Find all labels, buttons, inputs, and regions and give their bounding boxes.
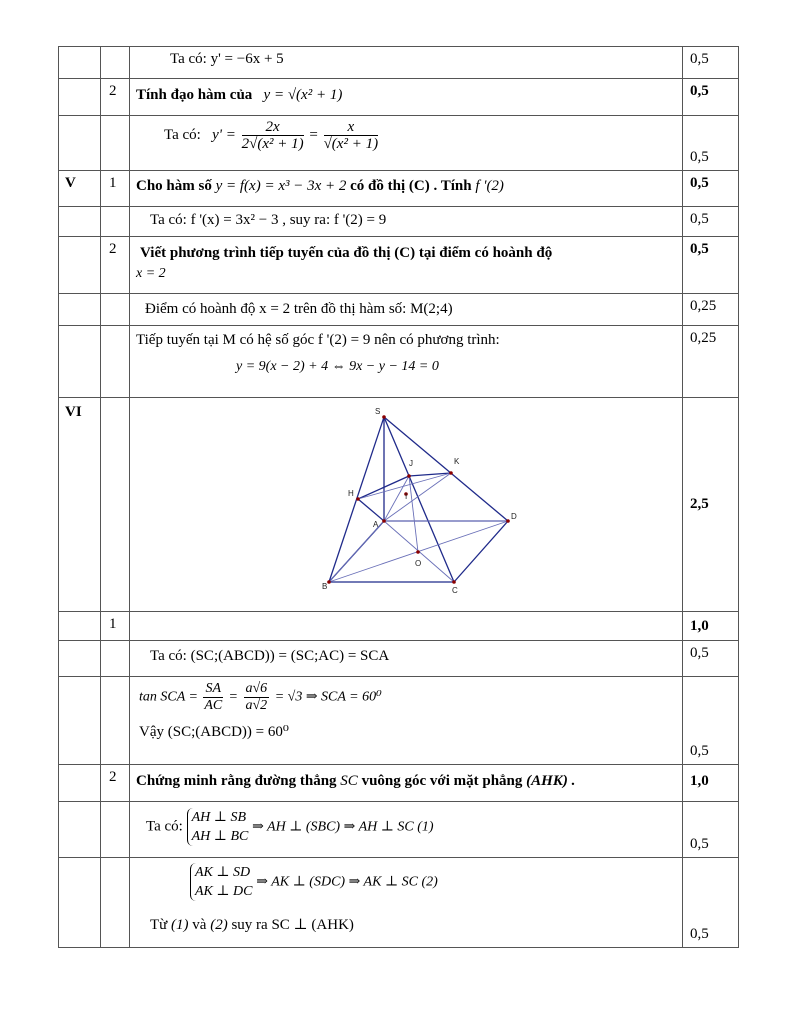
table-row [59, 612, 739, 641]
point-H [356, 497, 360, 501]
content-cell [130, 765, 683, 802]
numerator: SA [205, 681, 222, 696]
point-statement: Điểm có hoành độ x = 2 trên đồ thị hàm số: M(2;4) [145, 301, 453, 317]
table-row [59, 294, 739, 326]
system-line: AH ⊥ BC [191, 829, 249, 844]
content-cell [130, 237, 683, 294]
score-cell [683, 612, 739, 641]
fraction [324, 119, 379, 152]
question-cell [101, 237, 130, 294]
point-B [327, 580, 331, 584]
point-O [416, 550, 420, 554]
system-brace [187, 808, 249, 846]
question-title: Chứng minh rằng đường thẳng [136, 773, 337, 789]
score-cell [683, 677, 739, 765]
system-line: AH ⊥ SB [191, 810, 246, 825]
part-cell [59, 858, 101, 948]
question-cell [101, 677, 130, 765]
content-cell [130, 802, 683, 858]
question-title: vuông góc với mặt phẳng [361, 773, 523, 789]
tangent-statement: Tiếp tuyến tại M có hệ số góc f '(2) = 9 nên có phương trình: [136, 332, 500, 348]
question-number: 2 [109, 769, 117, 785]
y-prime: y' = [212, 126, 236, 143]
question-cell [101, 641, 130, 677]
part-cell [59, 237, 101, 294]
part-cell [59, 641, 101, 677]
score-cell [683, 116, 739, 171]
question-number: 1 [109, 175, 117, 191]
score-cell [683, 294, 739, 326]
question-cell [101, 858, 130, 948]
conclusion [150, 915, 676, 934]
question-cell [101, 294, 130, 326]
table-row [59, 116, 739, 171]
equals: = [309, 126, 318, 143]
point-C [452, 580, 456, 584]
question-text: Cho hàm số [136, 178, 212, 194]
reference-1: (1) [171, 917, 189, 933]
part-cell [59, 294, 101, 326]
content-cell [130, 326, 683, 398]
denominator: 2√(x² + 1) [241, 136, 304, 152]
score: 2,5 [690, 496, 709, 512]
part-label: VI [65, 404, 82, 420]
label: Ta có: [164, 126, 201, 143]
implication: ⇒ AH ⊥ (SBC) ⇒ AH ⊥ SC (1) [252, 819, 434, 835]
score-cell [683, 326, 739, 398]
content-cell [130, 47, 683, 79]
part-cell [59, 677, 101, 765]
part-cell [59, 79, 101, 116]
segment-HA [358, 499, 384, 521]
segment-AK [384, 473, 451, 521]
angle-conclusion: Vậy (SC;(ABCD)) = 60⁰ [139, 724, 289, 740]
score-cell [683, 171, 739, 207]
question-cell [101, 171, 130, 207]
score: 1,0 [690, 618, 709, 634]
content-cell [130, 207, 683, 237]
table-row [59, 802, 739, 858]
numerator: x [324, 119, 379, 136]
score: 1,0 [690, 773, 709, 789]
question-title: Tính đạo hàm của [136, 87, 253, 103]
table-row [59, 171, 739, 207]
point-J [407, 474, 411, 478]
part-cell [59, 398, 101, 612]
question-cell [101, 207, 130, 237]
score: 0,5 [690, 83, 709, 99]
conclusion-text: Từ [150, 917, 168, 933]
figure-cell [130, 398, 683, 612]
question-cell [101, 398, 130, 612]
question-cell [101, 802, 130, 858]
derivative-result: Ta có: f '(x) = 3x² − 3 [150, 212, 279, 228]
system-brace [190, 863, 253, 901]
line-SC: SC [340, 773, 358, 789]
score-cell [683, 802, 739, 858]
label-H: H [348, 489, 354, 498]
conclusion-text: suy ra SC ⊥ (AHK) [231, 917, 354, 933]
score-cell [683, 398, 739, 612]
evaluation: , suy ra: f '(2) = 9 [282, 212, 387, 228]
system-row [190, 863, 676, 901]
label-J: J [409, 459, 413, 468]
point-K [449, 471, 453, 475]
score-cell [683, 207, 739, 237]
fraction [244, 681, 270, 714]
part-cell [59, 171, 101, 207]
tangent-equation: y = 9(x − 2) + 4 ⇔ 9x − y − 14 = 0 [236, 359, 439, 374]
fraction [242, 119, 304, 152]
part-cell [59, 116, 101, 171]
score: 0,5 [690, 241, 709, 257]
conclusion-text: và [192, 917, 207, 933]
score: 0,5 [690, 211, 709, 227]
table-row [59, 398, 739, 612]
point-A [382, 519, 386, 523]
content-cell [130, 677, 683, 765]
derivative-result: Ta có: y' = −6x + 5 [170, 51, 284, 67]
reference-2: (2) [210, 917, 228, 933]
denominator: √(x² + 1) [323, 136, 379, 152]
score: 0,5 [690, 836, 709, 852]
table-row [59, 47, 739, 79]
derivative-target: f '(2) [475, 178, 504, 194]
numerator: 2x [242, 119, 304, 136]
part-cell [59, 326, 101, 398]
content-cell [130, 294, 683, 326]
edge-SC [384, 417, 454, 582]
point-D [506, 519, 510, 523]
question-formula: y = √(x² + 1) [263, 87, 343, 103]
tan-equation [139, 681, 676, 714]
angle-statement: Ta có: (SC;(ABCD)) = (SC;AC) = SCA [150, 648, 390, 664]
table-row [59, 641, 739, 677]
score-cell [683, 79, 739, 116]
part-cell [59, 612, 101, 641]
label-K: K [454, 457, 460, 466]
question-cell [101, 326, 130, 398]
pyramid-figure [130, 398, 683, 610]
score: 0,5 [690, 743, 709, 759]
part-label: V [65, 175, 76, 191]
score-cell [683, 237, 739, 294]
score: 0,5 [690, 51, 709, 67]
tan-result: = √3 ⇒ SCA = 60⁰ [274, 689, 382, 705]
system-line: AK ⊥ SD [195, 865, 251, 880]
label-B: B [322, 582, 328, 591]
part-cell [59, 802, 101, 858]
label-A: A [373, 520, 379, 529]
question-number: 2 [109, 241, 117, 257]
answer-table [58, 46, 739, 948]
part-cell [59, 207, 101, 237]
table-row [59, 858, 739, 948]
content-cell [130, 171, 683, 207]
question-cell [101, 79, 130, 116]
score-cell [683, 858, 739, 948]
score-cell [683, 641, 739, 677]
question-cell [101, 116, 130, 171]
score: 0,25 [690, 298, 717, 314]
table-row [59, 765, 739, 802]
table-row [59, 326, 739, 398]
label: Ta có: [146, 818, 183, 835]
table-row [59, 237, 739, 294]
question-cell [101, 612, 130, 641]
question-cell [101, 765, 130, 802]
question-number: 2 [109, 83, 117, 99]
content-cell [130, 116, 683, 171]
score-cell [683, 47, 739, 79]
score: 0,5 [690, 645, 709, 661]
fraction [203, 681, 223, 714]
label-S: S [375, 407, 381, 416]
point-S [382, 415, 386, 419]
part-cell [59, 47, 101, 79]
score: 0,5 [690, 175, 709, 191]
question-text: có đồ thị (C) . Tính [350, 178, 472, 194]
label-O: O [415, 559, 422, 568]
denominator: a√2 [245, 698, 268, 713]
denominator: AC [204, 698, 223, 713]
table-row [59, 207, 739, 237]
content-cell [130, 612, 683, 641]
tan-label: tan SCA = [139, 689, 198, 705]
content-cell [130, 858, 683, 948]
edge-SD [384, 417, 508, 521]
table-row [59, 677, 739, 765]
score: 0,5 [690, 926, 709, 942]
score: 0,25 [690, 330, 717, 346]
numerator: a√6 [245, 681, 268, 696]
label-D: D [511, 512, 517, 521]
score-cell [683, 765, 739, 802]
system-line: AK ⊥ DC [195, 884, 253, 899]
content-cell [130, 641, 683, 677]
label-C: C [452, 586, 458, 595]
label-I: I [405, 492, 408, 501]
part-cell [59, 765, 101, 802]
question-cell [101, 47, 130, 79]
implication: ⇒ AK ⊥ (SDC) ⇒ AK ⊥ SC (2) [256, 874, 438, 890]
content-cell [130, 79, 683, 116]
question-condition: x = 2 [136, 266, 166, 281]
function-formula: y = f(x) = x³ − 3x + 2 [215, 178, 347, 194]
score: 0,5 [690, 149, 709, 165]
equals: = [228, 689, 238, 705]
plane-AHK: (AHK) . [526, 773, 576, 789]
question-number: 1 [109, 616, 117, 632]
table-row [59, 79, 739, 116]
question-title: Viết phương trình tiếp tuyến của đồ thị (C) tại điểm có hoành độ [140, 245, 553, 261]
